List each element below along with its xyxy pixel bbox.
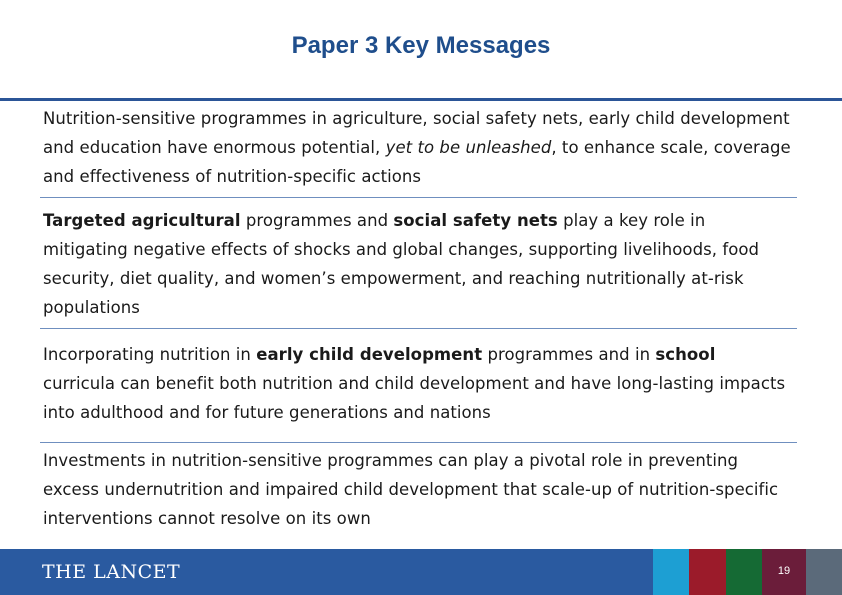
lancet-logo: THE LANCET: [42, 561, 181, 583]
color-band: [806, 549, 842, 595]
key-message-4: [43, 446, 791, 533]
key-message-3: [43, 340, 791, 427]
message-bold: Targeted agricultural: [43, 211, 241, 230]
color-band: [726, 549, 762, 595]
message-text: programmes and: [240, 211, 394, 230]
title-divider: [0, 98, 842, 101]
message-bold: early child development: [256, 345, 483, 364]
message-text: play a key role in mitigating negative effects of shocks and global changes, supporting livelihoods, food security, diet quality, and women’s empowerment, and reaching nutritionally at-risk populations: [43, 211, 760, 317]
message-text: Nutrition-sensitive programmes in agriculture, social safety nets, early child development and education have enormous potential,: [43, 109, 790, 157]
key-message-1: [43, 104, 791, 191]
message-text: programmes and in: [482, 345, 656, 364]
slide-title: Paper 3 Key Messages: [291, 32, 551, 59]
message-divider: [40, 328, 797, 329]
footer-bar: [0, 549, 842, 595]
message-text: Investments in nutrition-sensitive programmes can play a pivotal role in preventing excess undernutrition and impaired child development that scale-up of nutrition-specific interventions cannot resolve on its own: [43, 451, 779, 528]
message-text: Incorporating nutrition in: [43, 345, 257, 364]
page-number: 19: [777, 565, 791, 577]
key-message-2: [43, 206, 791, 322]
message-text: , to enhance scale, coverage and effectiveness of nutrition-specific actions: [43, 138, 791, 186]
message-divider: [40, 442, 797, 443]
color-band: [653, 549, 689, 595]
message-bold: social safety nets: [393, 211, 558, 230]
color-band: [689, 549, 726, 595]
message-emphasis: yet to be unleashed: [385, 138, 552, 157]
message-text: curricula can benefit both nutrition and child development and have long-lasting impacts into adulthood and for future generations and nations: [43, 374, 786, 422]
message-bold: school: [655, 345, 716, 364]
message-divider: [40, 197, 797, 198]
